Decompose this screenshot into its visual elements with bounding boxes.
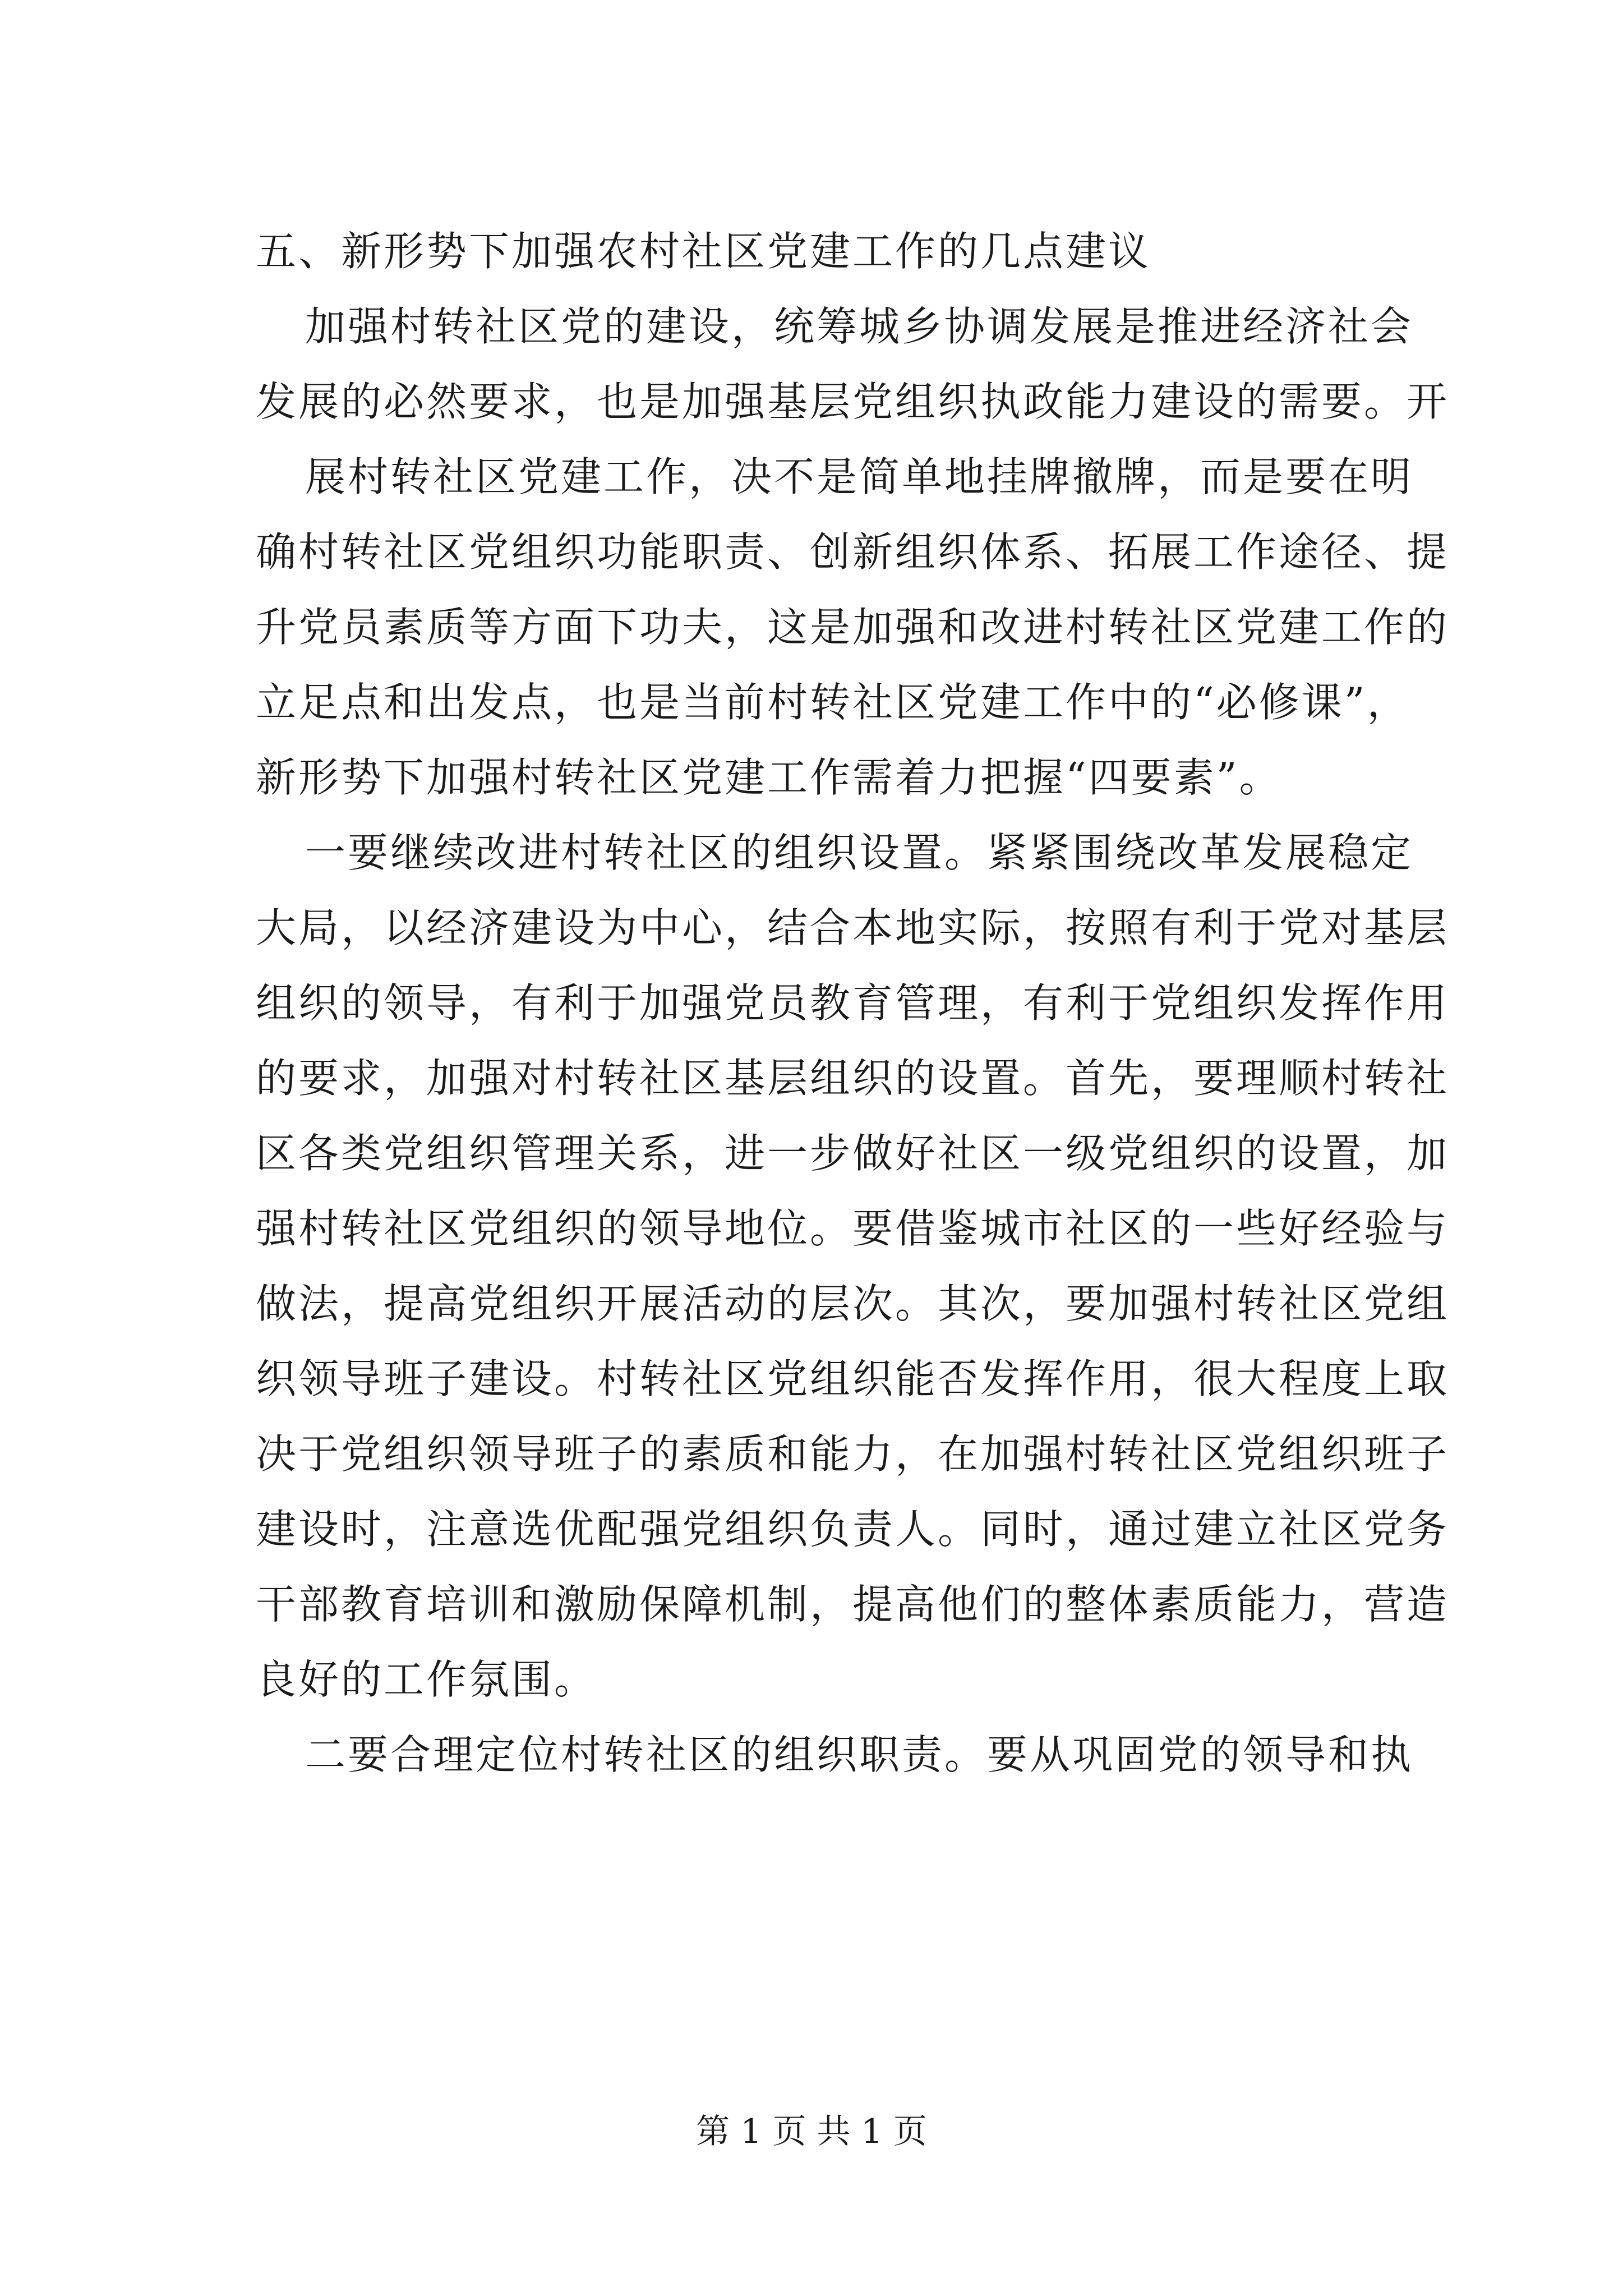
document-heading: 五、新形势下加强农村社区党建工作的几点建议 [256,228,1151,275]
document-line: 确村转社区党组织功能职责、创新组织体系、拓展工作途径、提 [256,528,1450,576]
document-line: 组织的领导，有利于加强党员教育管理，有利于党组织发挥作用 [256,979,1450,1027]
document-line: 二要合理定位村转社区的组织职责。要从巩固党的领导和执 [305,1731,1414,1778]
document-line: 织领导班子建设。村转社区党组织能否发挥作用，很大程度上取 [256,1355,1450,1402]
document-line: 良好的工作氛围。 [256,1656,597,1703]
document-line: 加强村转社区党的建设，统筹城乡协调发展是推进经济社会 [305,303,1414,350]
document-line: 新形势下加强村转社区党建工作需着力把握“四要素”。 [256,754,1282,801]
document-line: 建设时，注意选优配强党组织负责人。同时，通过建立社区党务 [256,1506,1450,1553]
document-line: 的要求，加强对村转社区基层组织的设置。首先，要理顺村转社 [256,1055,1450,1102]
document-line: 干部教育培训和激励保障机制，提高他们的整体素质能力，营造 [256,1581,1450,1628]
document-line: 升党员素质等方面下功夫，这是加强和改进村转社区党建工作的 [256,604,1450,651]
document-line: 发展的必然要求，也是加强基层党组织执政能力建设的需要。开 [256,378,1450,425]
document-line: 强村转社区党组织的领导地位。要借鉴城市社区的一些好经验与 [256,1205,1450,1252]
document-line: 一要继续改进村转社区的组织设置。紧紧围绕改革发展稳定 [305,829,1414,876]
document-line: 区各类党组织管理关系，进一步做好社区一级党组织的设置，加 [256,1130,1450,1177]
page-number-footer: 第 1 页 共 1 页 [696,2112,927,2151]
document-line: 立足点和出发点，也是当前村转社区党建工作中的“必修课”， [256,679,1410,726]
document-line: 大局，以经济建设为中心，结合本地实际，按照有利于党对基层 [256,904,1450,951]
document-line: 决于党组织领导班子的素质和能力，在加强村转社区党组织班子 [256,1430,1450,1478]
document-line: 展村转社区党建工作，决不是简单地挂牌撤牌，而是要在明 [305,453,1414,500]
document-line: 做法，提高党组织开展活动的层次。其次，要加强村转社区党组 [256,1280,1450,1327]
